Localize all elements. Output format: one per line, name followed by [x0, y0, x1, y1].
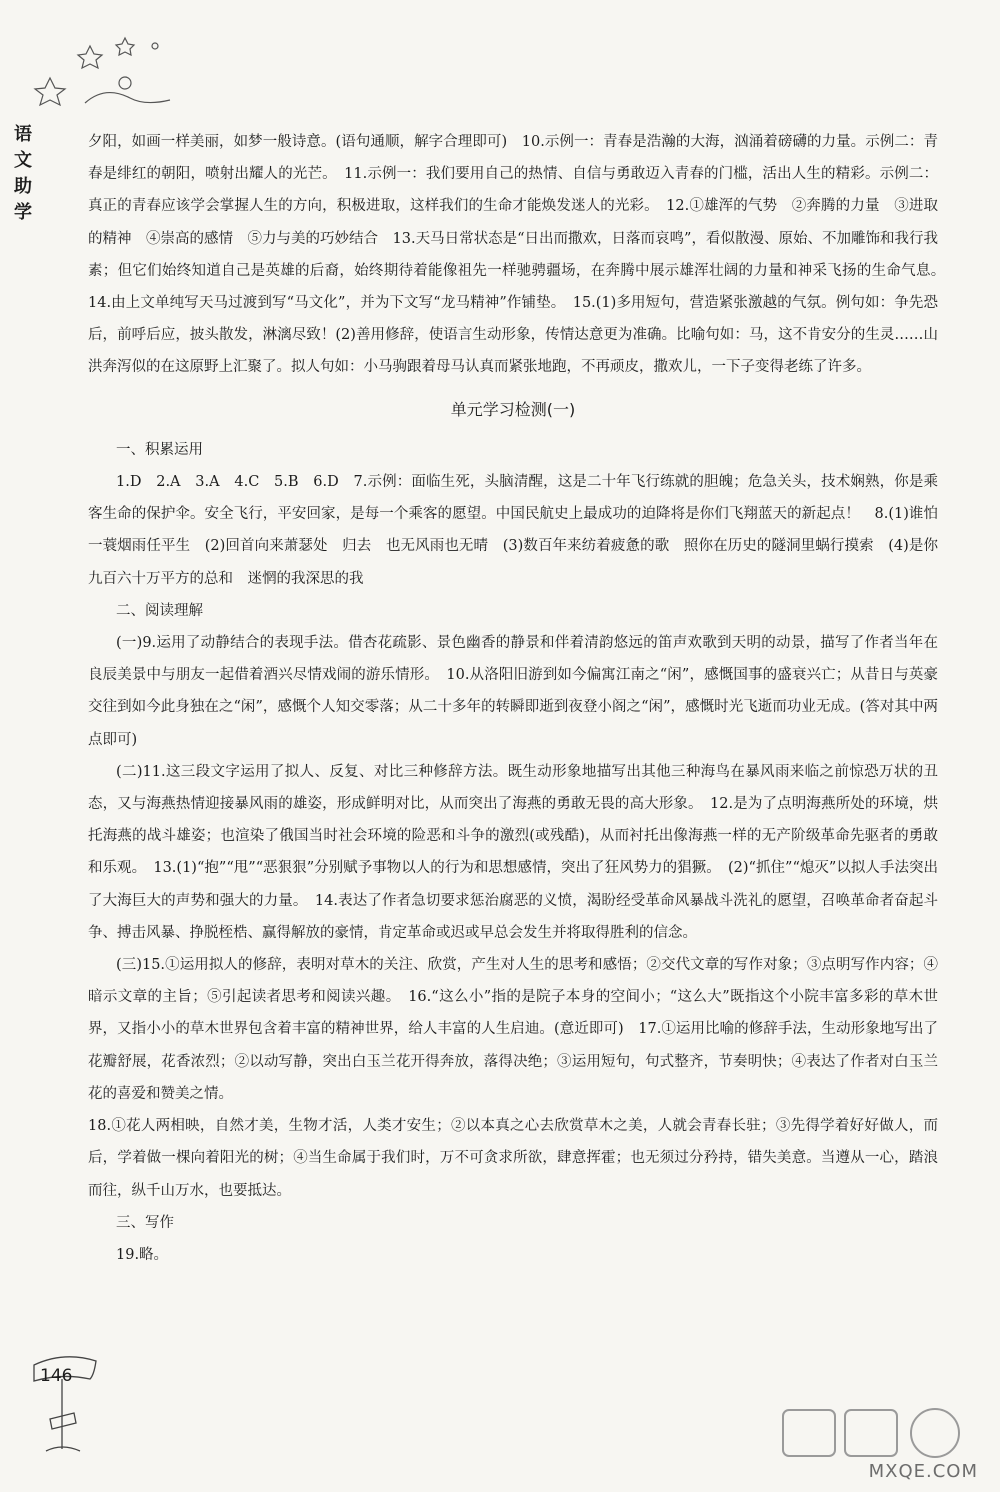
part1-heading: 一、积累运用	[116, 441, 203, 458]
section-title: 单元学习检测(一)	[450, 399, 576, 419]
part2-heading: 二、阅读理解	[116, 602, 203, 619]
part2-sub1: (一)9.运用了动静结合的表现手法。借杏花疏影、景色幽香的静景和伴着清韵悠远的笛声欢歌到天明的动景，描写了作者当年在良辰美景中与朋友一起借着酒兴尽情戏闹的游乐情形。 10.从洛阳旧游到如今偏寓江南之“闲”，感慨国事的盛衰兴亡；从昔日与英豪交往到如今此身独在之“闲”，感慨个人知交零落；从二十多年的转瞬即逝到夜登小阁之“闲”，感慨时光飞逝而功业无成。(答对其中两点即可)	[88, 635, 938, 748]
watermark-domain: MXQE.COM	[868, 1461, 978, 1482]
sidebar-title: 语文助学	[14, 124, 32, 223]
intro-paragraph: 夕阳，如画一样美丽，如梦一般诗意。(语句通顺，解字合理即可) 10.示例一：青春是浩瀚的大海，汹涌着磅礴的力量。示例二：青春是绯红的朝阳，喷射出耀人的光芒。 11.示例一：我们要用自己的热情、自信与勇敢迈入青春的门槛，活出人生的精彩。示例二：真正的青春应该学会掌握人生的方向，积极进取，这样我们的生命才能焕发迷人的光彩。 12.①雄浑的气势 ②奔腾的力量 ③进取的精神 ④崇高的感情 ⑤力与美的巧妙结合 13.天马日常状态是“日出而撒欢，日落而哀鸣”，看似散漫、原始、不加雕饰和我行我素；但它们始终知道自己是英雄的后裔，始终期待着能像祖先一样驰骋疆场，在奔腾中展示雄浑壮阔的力量和神采飞扬的生命气息。 14.由上文单纯写天马过渡到写“马文化”，并为下文写“龙马精神”作铺垫。 15.(1)多用短句，营造紧张激越的气氛。例句如：争先恐后，前呼后应，披头散发，淋漓尽致！(2)善用修辞，使语言生动形象，传情达意更为准确。比喻句如：马，这不肯安分的生灵……山洪奔泻似的在这原野上汇聚了。拟人句如：小马驹跟着母马认真而紧张地跑，不再顽皮，撒欢儿，一下子变得老练了许多。	[88, 134, 953, 376]
part2-sub3: (三)15.①运用拟人的修辞，表明对草木的关注、欣赏，产生对人生的思考和感悟；②交代文章的写作对象；③点明写作内容；④暗示文章的主旨；⑤引起读者思考和阅读兴趣。 16.“这么小”指的是院子本身的空间小；“这么大”既指这个小院丰富多彩的草木世界，又指小小的草木世界包含着丰富的精神世界，给人丰富的人生启迪。(意近即可) 17.①运用比喻的修辞手法，生动形象地写出了花瓣舒展，花香浓烈；②以动写静，突出白玉兰花开得奔放，落得决绝；③运用短句，句式整齐，节奏明快；④表达了作者对白玉兰花的喜爱和赞美之情。	[88, 957, 938, 1102]
part2-sub3b: 18.①花人两相映，自然才美，生物才活，人类才安生；②以本真之心去欣赏草木之美，人就会青春长驻；③先得学着好好做人，而后，学着做一棵向着阳光的树；④当生命属于我们时，万不可贪求所欲，肆意挥霍；也无须过分矜持，错失美意。当遵从一心，踏浪而往，纵千山万水，也要抵达。	[88, 1118, 938, 1199]
content	[88, 126, 953, 1271]
page-number: 146	[40, 1366, 73, 1386]
part3-answer: 19.略。	[116, 1246, 169, 1263]
part3-heading: 三、写作	[116, 1214, 174, 1231]
signpost-decoration-icon	[26, 1335, 106, 1465]
star-decoration-icon	[30, 28, 200, 113]
part1-text: 1.D 2.A 3.A 4.C 5.B 6.D 7.示例：面临生死，头脑清醒，这是二十年飞行练就的胆魄；危急关头，技术娴熟，你是乘客生命的保护伞。安全飞行，平安回家，是每一个乘客的愿望。中国民航史上最成功的迫降将是你们飞翔蓝天的新起点！ 8.(1)谁怕 一蓑烟雨任平生 (2)回首向来萧瑟处 归去 也无风雨也无晴 (3)数百年来纺着疲惫的歌 照你在历史的隧洞里蜗行摸索 (4)是你九百六十万平方的总和 迷惘的我深思的我	[88, 474, 953, 587]
part2-sub2: (二)11.这三段文字运用了拟人、反复、对比三种修辞方法。既生动形象地描写出其他三种海鸟在暴风雨来临之前惊恐万状的丑态，又与海燕热情迎接暴风雨的雄姿，形成鲜明对比，从而突出了海燕的勇敢无畏的高大形象。 12.是为了点明海燕所处的环境，烘托海燕的战斗雄姿；也渲染了俄国当时社会环境的险恶和斗争的激烈(或残酷)，从而衬托出像海燕一样的无产阶级革命先驱者的勇敢和乐观。 13.(1)“抱”“甩”“恶狠狠”分别赋予事物以人的行为和思想感情，突出了狂风势力的猖獗。 (2)“抓住”“熄灭”以拟人手法突出了大海巨大的声势和强大的力量。 14.表达了作者急切要求惩治腐恶的义愤，渴盼经受革命风暴战斗洗礼的愿望，召唤革命者奋起斗争、搏击风暴、挣脱桎梏、赢得解放的豪情，肯定革命或迟或早总会发生并将取得胜利的信念。	[88, 763, 938, 941]
